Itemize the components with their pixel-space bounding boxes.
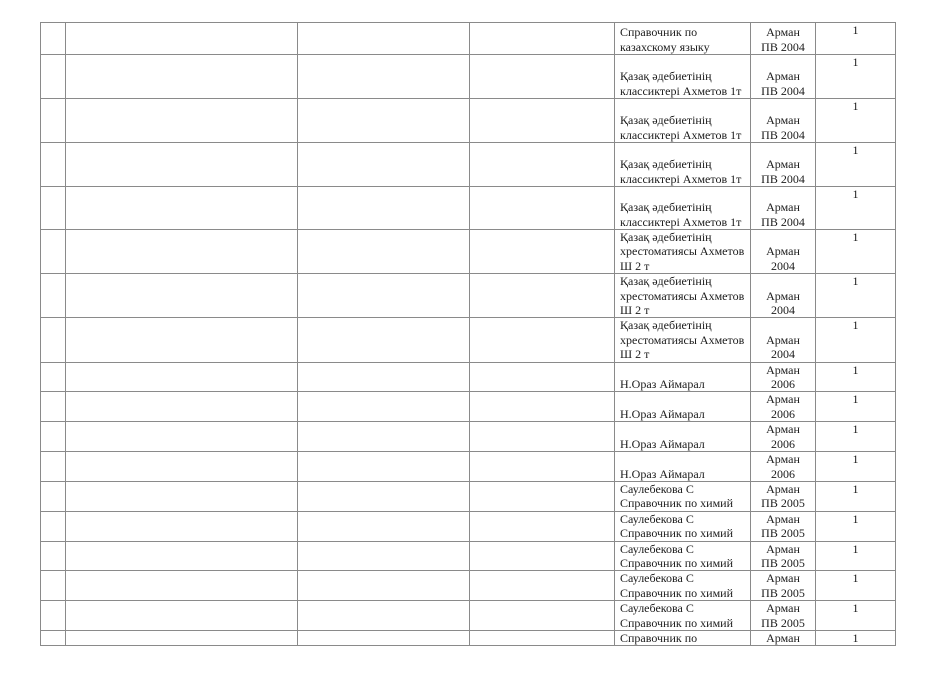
table-row (41, 422, 896, 452)
empty-cell (41, 230, 66, 274)
book-table-body (41, 23, 896, 646)
publisher-cell (751, 274, 816, 318)
quantity-cell: 1 (816, 422, 896, 452)
quantity-cell: 1 (816, 392, 896, 422)
publisher-line: Арман (766, 69, 800, 84)
publisher-line: ПВ 2005 (761, 555, 805, 570)
empty-cell (470, 274, 615, 318)
empty-cell (66, 541, 298, 571)
publisher-cell (751, 392, 816, 422)
empty-cell (41, 362, 66, 392)
empty-cell (41, 481, 66, 511)
empty-cell (470, 99, 615, 143)
empty-cell (470, 511, 615, 541)
empty-cell (66, 511, 298, 541)
publisher-line: Арман (766, 452, 800, 467)
publisher-line: Арман (766, 332, 800, 347)
empty-cell (298, 392, 470, 422)
table-row (41, 630, 896, 645)
empty-cell (66, 601, 298, 631)
empty-cell (66, 571, 298, 601)
publisher-cell (751, 541, 816, 571)
quantity-cell: 1 (816, 630, 896, 645)
empty-cell (41, 143, 66, 187)
book-title-cell: Қазақ әдебиетінің классиктері Ахметов 1т (615, 143, 751, 187)
publisher-cell (751, 362, 816, 392)
publisher-line: Арман (766, 113, 800, 128)
empty-cell (470, 392, 615, 422)
empty-cell (41, 452, 66, 482)
empty-cell (66, 362, 298, 392)
publisher-line: 2004 (771, 258, 795, 273)
quantity-cell: 1 (816, 571, 896, 601)
book-title-cell: Саулебекова С Справочник по химий (615, 541, 751, 571)
publisher-line: ПВ 2005 (761, 496, 805, 511)
empty-cell (41, 601, 66, 631)
empty-cell (470, 422, 615, 452)
empty-cell (298, 452, 470, 482)
empty-cell (470, 55, 615, 99)
empty-cell (66, 187, 298, 230)
book-title-cell: Н.Ораз Аймарал (615, 422, 751, 452)
empty-cell (298, 318, 470, 362)
quantity-cell: 1 (816, 55, 896, 99)
publisher-line: Арман (766, 601, 800, 616)
empty-cell (66, 630, 298, 645)
table-row (41, 55, 896, 99)
publisher-line: ПВ 2004 (761, 171, 805, 186)
publisher-cell (751, 481, 816, 511)
book-title-cell: Саулебекова С Справочник по химий (615, 571, 751, 601)
book-title-cell: Қазақ әдебиетінің классиктері Ахметов 1т (615, 187, 751, 230)
empty-cell (298, 541, 470, 571)
book-title-cell: Справочник по (615, 630, 751, 645)
empty-cell (66, 422, 298, 452)
empty-cell (298, 630, 470, 645)
empty-cell (470, 630, 615, 645)
publisher-line: ПВ 2005 (761, 585, 805, 600)
publisher-line: ПВ 2004 (761, 83, 805, 98)
book-title-cell: Саулебекова С Справочник по химий (615, 481, 751, 511)
empty-cell (470, 601, 615, 631)
empty-cell (298, 601, 470, 631)
empty-cell (298, 187, 470, 230)
publisher-line: Арман (766, 392, 800, 407)
table-row (41, 143, 896, 187)
book-title-cell: Қазақ әдебиетінің хрестоматиясы Ахметов Ш 2 т (615, 274, 751, 318)
empty-cell (41, 571, 66, 601)
publisher-line: Арман (766, 422, 800, 437)
book-title-cell: Қазақ әдебиетінің хрестоматиясы Ахметов Ш 2 т (615, 318, 751, 362)
quantity-cell: 1 (816, 601, 896, 631)
publisher-line: Арман (766, 157, 800, 172)
publisher-line: Арман (766, 244, 800, 259)
empty-cell (66, 318, 298, 362)
empty-cell (470, 362, 615, 392)
publisher-line: ПВ 2005 (761, 526, 805, 541)
empty-cell (41, 274, 66, 318)
empty-cell (470, 318, 615, 362)
empty-cell (66, 55, 298, 99)
empty-cell (66, 143, 298, 187)
book-title-cell: Саулебекова С Справочник по химий (615, 601, 751, 631)
book-title-cell: Саулебекова С Справочник по химий (615, 511, 751, 541)
empty-cell (298, 274, 470, 318)
quantity-cell: 1 (816, 23, 896, 55)
publisher-line: ПВ 2004 (761, 39, 805, 54)
empty-cell (470, 571, 615, 601)
empty-cell (470, 541, 615, 571)
empty-cell (66, 274, 298, 318)
empty-cell (298, 571, 470, 601)
empty-cell (298, 511, 470, 541)
publisher-cell (751, 187, 816, 230)
publisher-line: 2004 (771, 303, 795, 318)
publisher-line: 2006 (771, 377, 795, 392)
empty-cell (470, 481, 615, 511)
publisher-cell (751, 630, 816, 645)
empty-cell (298, 143, 470, 187)
publisher-line: Арман (766, 511, 800, 526)
quantity-cell: 1 (816, 230, 896, 274)
table-row (41, 392, 896, 422)
publisher-line: ПВ 2005 (761, 615, 805, 630)
empty-cell (66, 23, 298, 55)
publisher-line: Арман (766, 362, 800, 377)
quantity-cell: 1 (816, 318, 896, 362)
empty-cell (66, 230, 298, 274)
publisher-line: ПВ 2004 (761, 127, 805, 142)
empty-cell (41, 23, 66, 55)
book-title-cell: Справочник по казахскому языку (615, 23, 751, 55)
publisher-line: Арман (766, 25, 800, 40)
publisher-line: ПВ 2004 (761, 214, 805, 229)
table-row (41, 318, 896, 362)
empty-cell (41, 99, 66, 143)
publisher-cell (751, 452, 816, 482)
book-title-cell: Қазақ әдебиетінің классиктері Ахметов 1т (615, 99, 751, 143)
table-row (41, 187, 896, 230)
empty-cell (298, 362, 470, 392)
empty-cell (298, 55, 470, 99)
publisher-line: Арман (766, 541, 800, 556)
quantity-cell: 1 (816, 481, 896, 511)
publisher-line: Арман (766, 481, 800, 496)
empty-cell (41, 422, 66, 452)
empty-cell (470, 187, 615, 230)
empty-cell (66, 481, 298, 511)
empty-cell (298, 481, 470, 511)
publisher-line: 2006 (771, 406, 795, 421)
quantity-cell: 1 (816, 187, 896, 230)
table-row (41, 511, 896, 541)
publisher-cell (751, 230, 816, 274)
publisher-line: 2004 (771, 347, 795, 362)
publisher-line: Арман (766, 288, 800, 303)
quantity-cell: 1 (816, 541, 896, 571)
empty-cell (470, 143, 615, 187)
table-row (41, 230, 896, 274)
quantity-cell: 1 (816, 511, 896, 541)
table-row (41, 601, 896, 631)
table-row (41, 571, 896, 601)
empty-cell (41, 630, 66, 645)
empty-cell (66, 452, 298, 482)
publisher-cell (751, 601, 816, 631)
publisher-line: 2006 (771, 466, 795, 481)
empty-cell (41, 392, 66, 422)
quantity-cell: 1 (816, 143, 896, 187)
empty-cell (66, 392, 298, 422)
publisher-cell (751, 55, 816, 99)
empty-cell (298, 230, 470, 274)
publisher-cell (751, 318, 816, 362)
book-title-cell: Қазақ әдебиетінің хрестоматиясы Ахметов Ш 2 т (615, 230, 751, 274)
table-row (41, 99, 896, 143)
book-title-cell: Қазақ әдебиетінің классиктері Ахметов 1т (615, 55, 751, 99)
table-row (41, 23, 896, 55)
empty-cell (41, 55, 66, 99)
publisher-cell (751, 571, 816, 601)
empty-cell (298, 422, 470, 452)
quantity-cell: 1 (816, 362, 896, 392)
publisher-line: Арман (766, 630, 800, 645)
quantity-cell: 1 (816, 452, 896, 482)
empty-cell (298, 99, 470, 143)
publisher-line: Арман (766, 200, 800, 215)
empty-cell (41, 318, 66, 362)
table-row (41, 362, 896, 392)
table-row (41, 452, 896, 482)
publisher-cell (751, 422, 816, 452)
book-title-cell: Н.Ораз Аймарал (615, 452, 751, 482)
empty-cell (41, 511, 66, 541)
publisher-line: Арман (766, 571, 800, 586)
publisher-cell (751, 23, 816, 55)
book-title-cell: Н.Ораз Аймарал (615, 392, 751, 422)
empty-cell (470, 23, 615, 55)
publisher-cell (751, 99, 816, 143)
quantity-cell: 1 (816, 99, 896, 143)
table-row (41, 481, 896, 511)
book-inventory-table (40, 22, 896, 646)
empty-cell (66, 99, 298, 143)
empty-cell (470, 230, 615, 274)
empty-cell (41, 541, 66, 571)
empty-cell (298, 23, 470, 55)
table-row (41, 541, 896, 571)
table-row (41, 274, 896, 318)
quantity-cell: 1 (816, 274, 896, 318)
publisher-cell (751, 143, 816, 187)
publisher-cell (751, 511, 816, 541)
book-title-cell: Н.Ораз Аймарал (615, 362, 751, 392)
empty-cell (41, 187, 66, 230)
empty-cell (470, 452, 615, 482)
publisher-line: 2006 (771, 436, 795, 451)
